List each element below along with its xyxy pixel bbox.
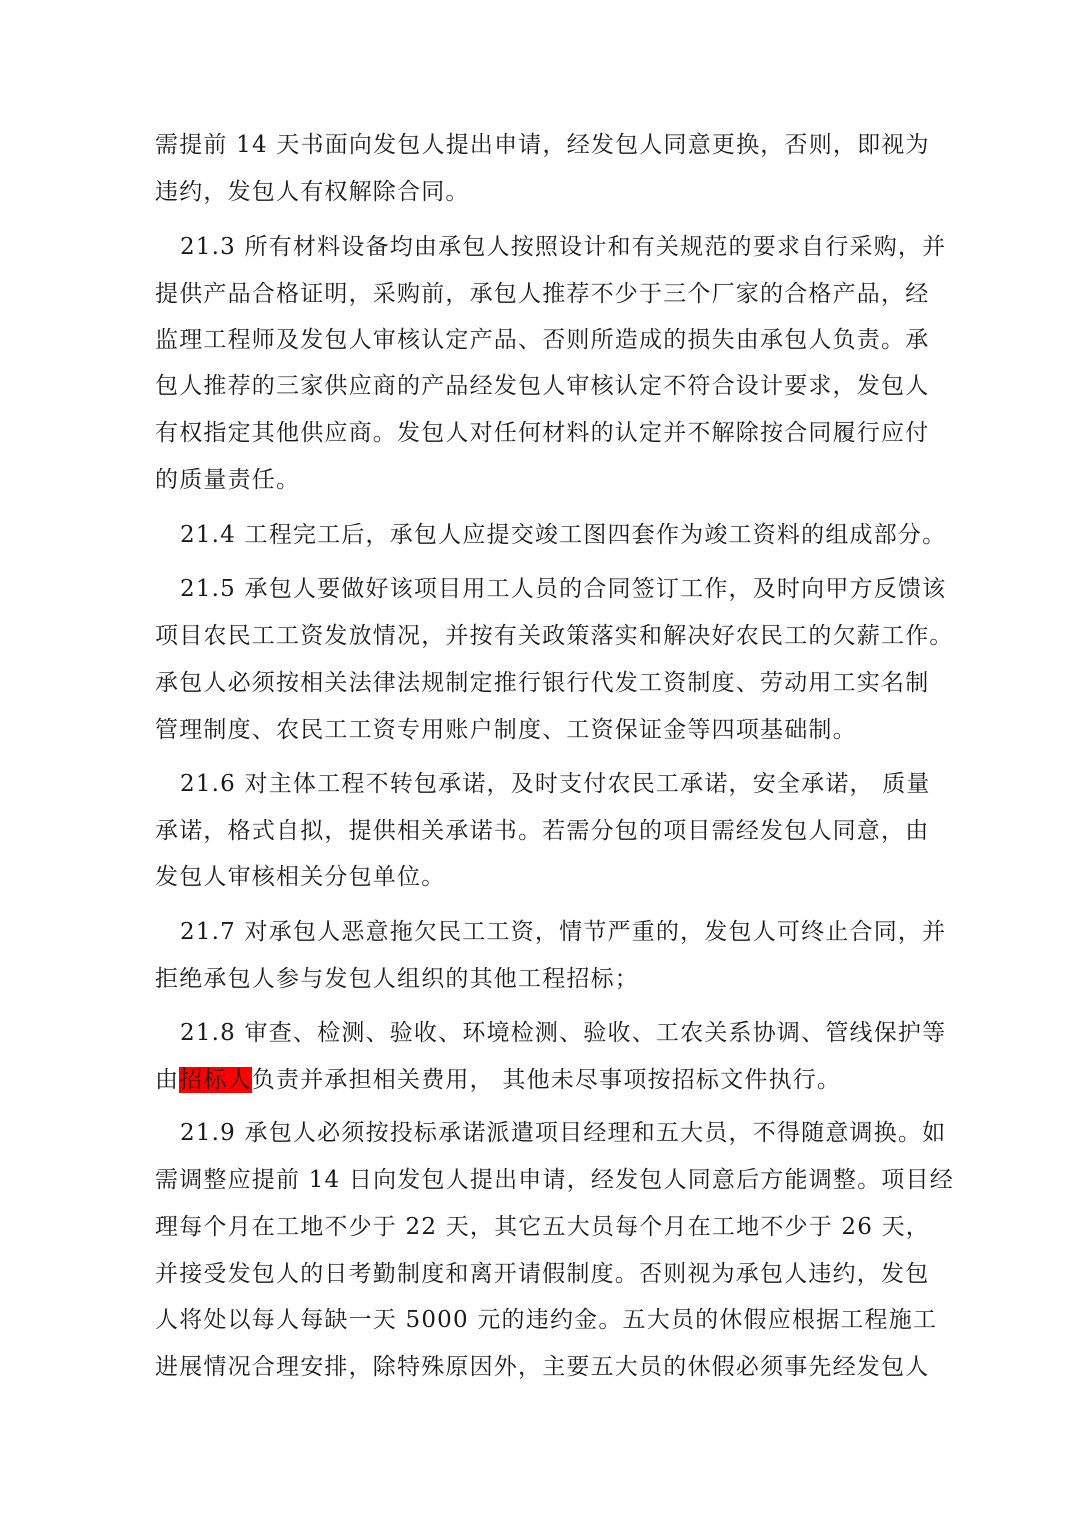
text-line: 包人推荐的三家供应商的产品经发包人审核认定不符合设计要求，发包人 (155, 373, 930, 399)
text-line: 需调整应提前 14 日向发包人提出申请，经发包人同意后方能调整。项目经 (155, 1167, 954, 1193)
text-line: 并接受发包人的日考勤制度和离开请假制度。否则视为承包人违约，发包 (155, 1261, 930, 1287)
text-line: 管理制度、农民工工资专用账户制度、工资保证金等四项基础制。 (155, 717, 857, 743)
clause-21-7-line: 21.7 对承包人恶意拖欠民工工资，情节严重的，发包人可终止合同，并 (180, 919, 947, 945)
text-line: 理每个月在工地不少于 22 天，其它五大员每个月在工地不少于 26 天， (155, 1214, 930, 1240)
text-line: 拒绝承包人参与发包人组织的其他工程招标； (155, 966, 639, 992)
text-line: 发包人审核相关分包单位。 (155, 864, 446, 890)
text-line: 需提前 14 天书面向发包人提出申请，经发包人同意更换，否则，即视为 (155, 132, 930, 158)
text-line: 监理工程师及发包人审核认定产品、否则所造成的损失由承包人负责。承 (155, 327, 930, 353)
text-line: 有权指定其他供应商。发包人对任何材料的认定并不解除按合同履行应付 (155, 420, 930, 446)
clause-21-8-line: 21.8 审查、检测、验收、环境检测、验收、工农关系协调、管线保护等 (180, 1020, 947, 1046)
text-line: 提供产品合格证明，采购前，承包人推荐不少于三个厂家的合格产品，经 (155, 281, 930, 307)
clause-21-6-line: 21.6 对主体工程不转包承诺，及时支付农民工承诺，安全承诺， 质量 (180, 771, 931, 797)
line-suffix: 负责并承担相关费用， 其他未尽事项按招标文件执行。 (251, 1067, 842, 1093)
clause-21-4-line: 21.4 工程完工后，承包人应提交竣工图四套作为竣工资料的组成部分。 (180, 522, 947, 548)
text-line: 违约，发包人有权解除合同。 (155, 179, 470, 205)
clause-21-5-line: 21.5 承包人要做好该项目用工人员的合同签订工作，及时向甲方反馈该 (180, 576, 947, 602)
text-line: 项目农民工工资发放情况，并按有关政策落实和解决好农民工的欠薪工作。 (155, 623, 954, 649)
text-line: 人将处以每人每缺一天 5000 元的违约金。五大员的休假应根据工程施工 (155, 1307, 938, 1333)
highlighted-term: 招标人 (179, 1067, 252, 1093)
text-line: 进展情况合理安排，除特殊原因外，主要五大员的休假必须事先经发包人 (155, 1354, 930, 1380)
text-line: 的质量责任。 (155, 467, 301, 493)
text-line-with-highlight (155, 1065, 945, 1095)
text-line: 承诺，格式自拟，提供相关承诺书。若需分包的项目需经发包人同意，由 (155, 818, 930, 844)
line-prefix: 由 (155, 1067, 180, 1093)
clause-21-9-line: 21.9 承包人必须按投标承诺派遣项目经理和五大员，不得随意调换。如 (180, 1120, 947, 1146)
text-line: 承包人必须按相关法律法规制定推行银行代发工资制度、劳动用工实名制 (155, 670, 930, 696)
clause-21-3-line: 21.3 所有材料设备均由承包人按照设计和有关规范的要求自行采购，并 (180, 234, 947, 260)
